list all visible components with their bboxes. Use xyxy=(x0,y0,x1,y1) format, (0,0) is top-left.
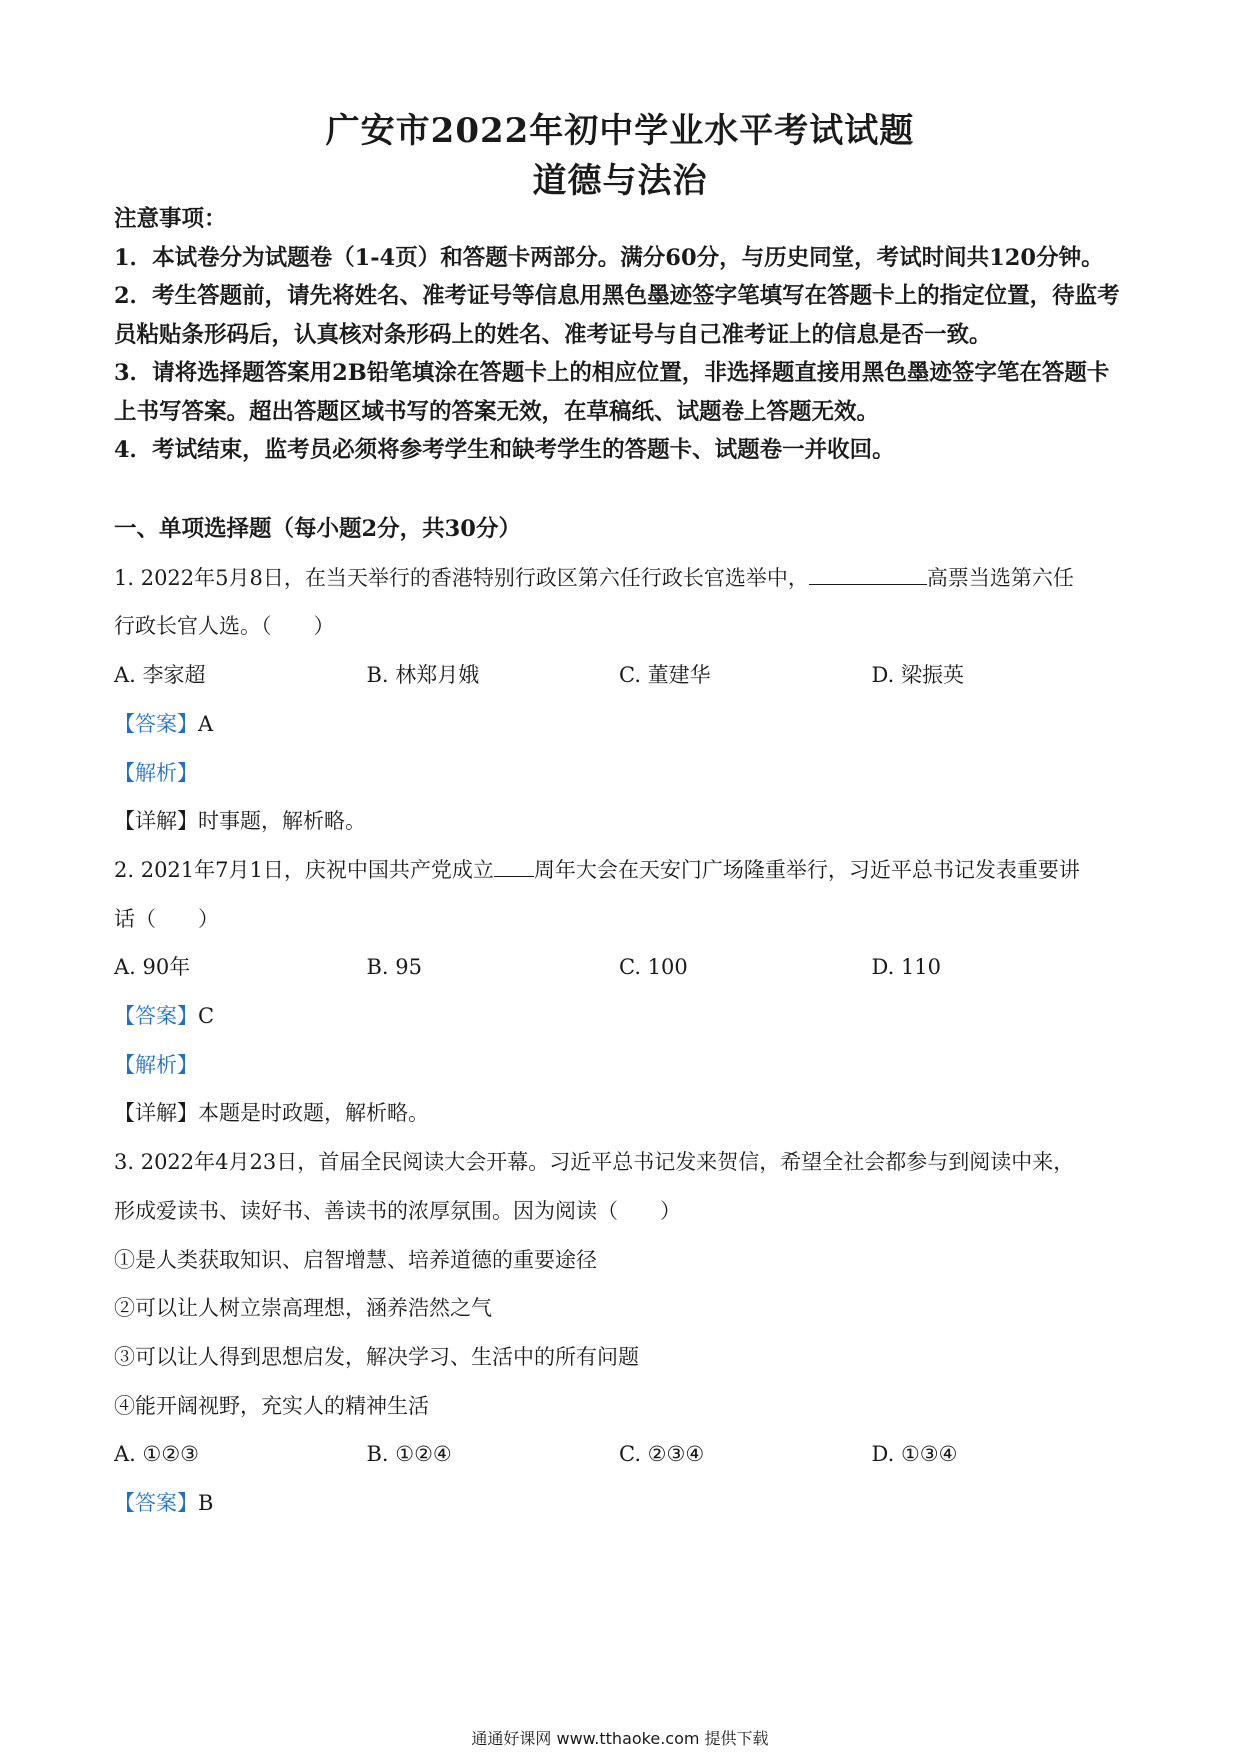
section-heading: 一、单项选择题（每小题2分，共30分） xyxy=(114,516,521,542)
question-1-detail: 【详解】时事题，解析略。 xyxy=(114,809,366,834)
question-2-stem-cont: 话（ ） xyxy=(114,906,219,931)
option: A. 李家超 xyxy=(114,663,206,688)
option: D. 110 xyxy=(871,955,942,980)
question-2-stem: 2. 2021年7月1日，庆祝中国共产党成立 周年大会在天安门广场隆重举行，习近平总书记发表重要讲 xyxy=(114,846,1124,895)
page-footer: 通通好课网 www.tthaoke.com 提供下载 xyxy=(471,1729,769,1748)
question-2-options xyxy=(114,943,1124,992)
question-3-statement: ④能开阔视野，充实人的精神生活 xyxy=(114,1393,429,1418)
question-1-options xyxy=(114,651,1124,700)
question-3-stem-cont: 形成爱读书、读好书、善读书的浓厚氛围。因为阅读（ ） xyxy=(114,1198,681,1223)
question-1-answer: 【答案】A xyxy=(114,711,214,736)
option: D. 梁振英 xyxy=(871,663,964,688)
question-1-stem-cont: 行政长官人选。（ ） xyxy=(114,614,335,639)
question-3-stem: 3. 2022年4月23日，首届全民阅读大会开幕。习近平总书记发来贺信，希望全社会都参与到阅读中来， xyxy=(114,1150,1075,1175)
question-3-statement: ③可以让人得到思想启发，解决学习、生活中的所有问题 xyxy=(114,1344,639,1369)
question-2-analysis-label: 【解析】 xyxy=(114,1052,198,1077)
notice-item: 4．考试结束，监考员必须将参考学生和缺考学生的答题卡、试题卷一并收回。 xyxy=(114,437,895,463)
page-subtitle: 道德与法治 xyxy=(532,161,708,201)
page-title: 广安市2022年初中学业水平考试试题 xyxy=(325,111,915,151)
question-3-options xyxy=(114,1430,1124,1479)
answer-blank xyxy=(809,562,927,585)
notice-block xyxy=(114,200,1124,470)
option: C. 100 xyxy=(619,955,688,980)
option: A. ①②③ xyxy=(114,1442,199,1467)
notice-heading: 注意事项： xyxy=(114,206,227,232)
question-3-answer: 【答案】B xyxy=(114,1491,214,1516)
option: C. ②③④ xyxy=(619,1442,705,1467)
question-2-answer: 【答案】C xyxy=(114,1004,215,1029)
option: D. ①③④ xyxy=(871,1442,958,1467)
question-2-detail: 【详解】本题是时政题，解析略。 xyxy=(114,1101,429,1126)
question-3-statement: ①是人类获取知识、启智增慧、培养道德的重要途径 xyxy=(114,1247,597,1272)
answer-blank xyxy=(494,854,534,877)
option: A. 90年 xyxy=(114,955,191,980)
option: B. 林郑月娥 xyxy=(366,663,480,688)
option: C. 董建华 xyxy=(619,663,711,688)
option: B. ①②④ xyxy=(366,1442,452,1467)
notice-item: 2．考生答题前，请先将姓名、准考证号等信息用黑色墨迹签字笔填写在答题卡上的指定位置，待监考员粘贴条形码后，认真核对条形码上的姓名、准考证号与自己准考证上的信息是否一致。 xyxy=(114,283,1120,348)
questions-block xyxy=(114,505,1124,1528)
notice-item: 3．请将选择题答案用2B铅笔填涂在答题卡上的相应位置，非选择题直接用黑色墨迹签字笔在答题卡上书写答案。超出答题区域书写的答案无效，在草稿纸、试题卷上答题无效。 xyxy=(114,360,1110,425)
question-1-stem: 1. 2022年5月8日，在当天举行的香港特别行政区第六任行政长官选举中， 高票当选第六任 xyxy=(114,554,1124,603)
question-1-analysis-label: 【解析】 xyxy=(114,760,198,785)
option: B. 95 xyxy=(366,955,423,980)
question-3-statement: ②可以让人树立崇高理想，涵养浩然之气 xyxy=(114,1296,492,1321)
notice-item: 1．本试卷分为试题卷（1-4页）和答题卡两部分。满分60分，与历史同堂，考试时间共120分钟。 xyxy=(114,244,1104,271)
